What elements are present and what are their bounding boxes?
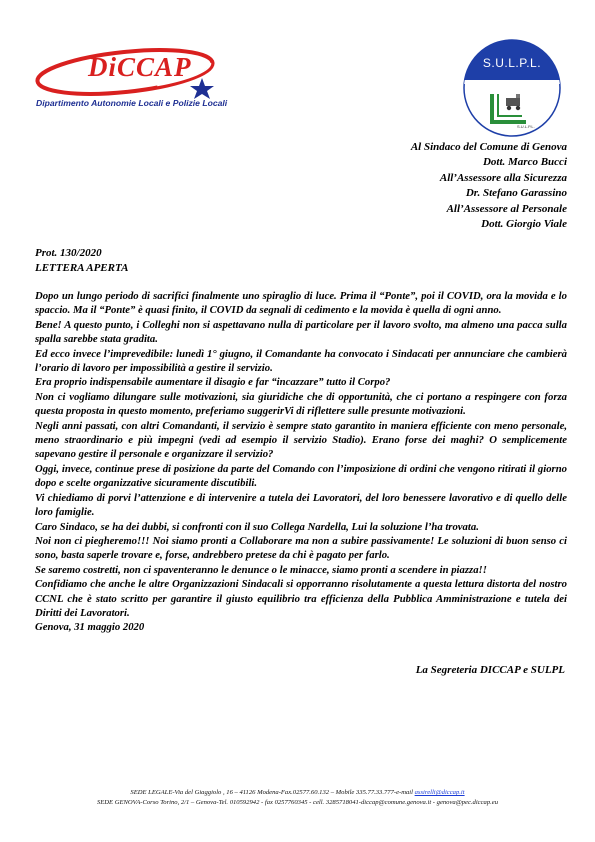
addressee-line: Dott. Marco Bucci	[482, 156, 567, 169]
addressee-line: All’Assessore alla Sicurezza	[439, 171, 567, 184]
diccap-logo	[30, 40, 250, 120]
letter-type: LETTERA APERTA	[35, 261, 129, 274]
footer-line-genova: SEDE GENOVA-Corso Torino, 2/1 – Genova-Tel. 010592942 - fax 0257760345 - cell. 3285718041-diccap@comune.genova.it - genova@pec.diccap.eu	[96, 799, 499, 806]
footer-email-link[interactable]: assirelli@diccap.it	[414, 789, 465, 796]
star-icon	[190, 78, 214, 99]
body-paragraph: Non ci vogliamo dilungare sulle motivazioni, sia giuridiche che di opportunità, che ci portano a respingere con forza questa proposta in questo momento, preferiamo suggerirVi di riflettere sulle presunte motivazioni.	[35, 390, 567, 418]
body-paragraph: Dopo un lungo periodo di sacrifici finalmente uno spiraglio di luce. Prima il “Ponte”, poi il COVID, ora la movida e lo spaccio. Ma il “Ponte” è quasi finito, il COVID da segnali di cedimento e la movida è quella di ogni anno.	[35, 290, 567, 317]
body-paragraph: Se saremo costretti, non ci spaventeranno le denunce o le minacce, siamo pronti a scendere in piazza!!	[35, 563, 487, 576]
footer-line-legal	[0, 788, 595, 798]
addressee-line: Dott. Giorgio Viale	[481, 218, 567, 231]
addressee-line: All’Assessore al Personale	[446, 202, 567, 215]
signature: La Segreteria DICCAP e SULPL	[415, 664, 565, 676]
sulpl-wordmark: S.U.L.P.L.	[482, 56, 542, 70]
body-paragraph: Negli anni passati, con altri Comandanti, il servizio è sempre stato garantito in maniera efficiente con meno personale, meno straordinario e più impegni (vedi ad esempio il servizio Stadio). Erano forse dei maghi? O semplicemente sapevano gestire il personale e organizzare il servizio?	[35, 419, 567, 461]
letter-date: Genova, 31 maggio 2020	[35, 621, 145, 634]
protocol-number: Prot. 130/2020	[35, 247, 102, 259]
addressee-line: Dr. Stefano Garassino	[465, 187, 567, 200]
body-paragraph: Vi chiediamo di porvi l’attenzione e di intervenire a tutela dei Lavoratori, del loro benessere lavorativo e di quello delle loro famiglie.	[35, 491, 567, 519]
body-paragraph: Era proprio indispensabile aumentare il disagio e far “incazzare” tutto il Corpo?	[35, 376, 391, 389]
footer-legal-address: SEDE LEGALE-Via del Giaggiolo , 16 – 41126 Modena-Fax.02577.60.132 – Mobile 335.77.33.777-e-mail	[130, 789, 413, 796]
body-paragraph: Noi non ci piegheremo!!! Noi siamo pronti a Collaborare ma non a subire passivamente! Le soluzioni di buon senso ci sono, basta saperle trovare e, forse, andrebbero pretese da chi è pagato per farlo.	[35, 534, 567, 562]
body-paragraph: Caro Sindaco, se ha dei dubbi, si confronti con il suo Collega Nardella, Lui la soluzione l’ha trovata.	[35, 520, 479, 533]
letter-body	[35, 289, 567, 635]
body-paragraph: Ed ecco invece l’imprevedibile: lunedì 1° giugno, il Comandante ha convocato i Sindacati per annunciare che cambierà l’orario di lavoro per impossibilità a gestire il servizio.	[35, 347, 567, 375]
addressee-block	[411, 140, 567, 232]
sulpl-logo	[462, 38, 562, 138]
addressee-line: Al Sindaco del Comune di Genova	[410, 141, 567, 153]
sulpl-emblem-icon	[462, 38, 562, 138]
body-paragraph: Oggi, invece, continue prese di posizione da parte del Comando con l’imposizione di ordini che vengono ritirati il giorno dopo e scelte organizzative sicuramente discutibili.	[35, 462, 567, 490]
diccap-wordmark: DiCCAP	[88, 52, 192, 82]
body-paragraph: Confidiamo che anche le altre Organizzazioni Sindacali si opporranno risolutamente a questa lettura distorta del nostro CCNL che è stato scritto per garantire il giusto equilibrio tra efficienza della Pubblica Amministrazione e tutela dei Diritti dei Lavoratori.	[35, 578, 567, 619]
protocol-block	[35, 246, 128, 275]
diccap-subtitle: Dipartimento Autonomie Locali e Polizie Locali	[36, 98, 228, 108]
sulpl-mini-label: S.U.L.P.L.	[517, 124, 535, 129]
body-paragraph: Bene! A questo punto, i Colleghi non si aspettavano nulla di particolare per il lavoro svolto, ma almeno una pacca sulla spalla sarebbe stata gradita.	[35, 318, 567, 346]
footer	[0, 788, 595, 808]
